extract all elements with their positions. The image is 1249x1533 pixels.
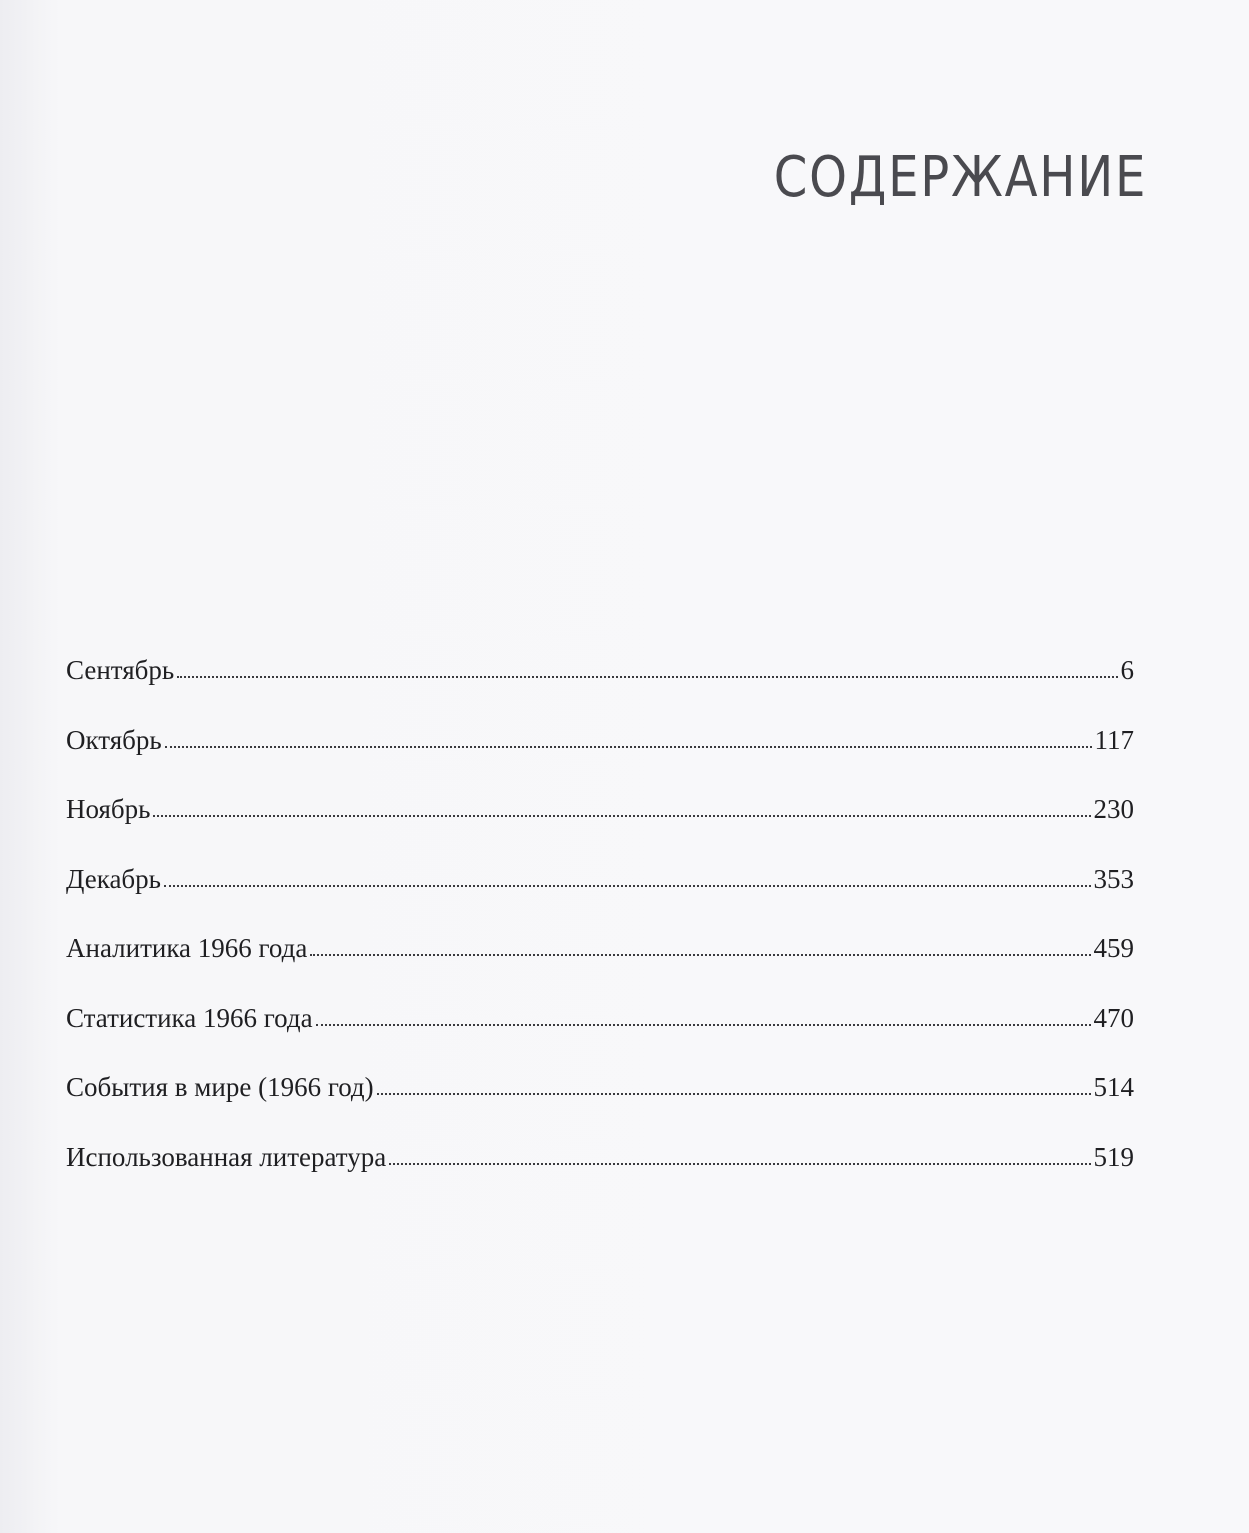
toc-entry-world-events xyxy=(66,1072,1134,1142)
toc-entry-label: Сентябрь xyxy=(66,655,175,685)
toc-entry-bibliography xyxy=(66,1142,1134,1212)
toc-entry-page-number: 117 xyxy=(1094,724,1134,755)
page-title: СОДЕРЖАНИЕ xyxy=(773,145,1147,210)
toc-entry-label: События в мире (1966 год) xyxy=(66,1072,374,1102)
toc-entry-december xyxy=(66,864,1134,934)
dot-leader xyxy=(389,1163,1090,1165)
dot-leader xyxy=(177,676,1117,678)
dot-leader xyxy=(316,1024,1091,1026)
toc-entry-page-number: 519 xyxy=(1093,1141,1134,1172)
dot-leader xyxy=(153,815,1090,817)
toc-entry-november xyxy=(66,794,1134,864)
dot-leader xyxy=(164,885,1091,887)
toc-entry-label: Использованная литература xyxy=(66,1141,387,1172)
toc-entry-analytics xyxy=(66,933,1134,1003)
toc-entry-label: Ноябрь xyxy=(66,794,151,824)
toc-entry-page-number: 6 xyxy=(1120,655,1134,685)
dot-leader xyxy=(377,1093,1091,1095)
toc-entry-statistics xyxy=(66,1003,1134,1073)
toc-entry-page-number: 230 xyxy=(1093,794,1134,824)
toc-entry-page-number: 353 xyxy=(1093,863,1134,894)
toc-entry-label: Октябрь xyxy=(66,724,162,755)
toc-entry-label: Статистика 1966 года xyxy=(66,1002,313,1033)
toc-entry-label: Аналитика 1966 года xyxy=(66,933,308,963)
dot-leader xyxy=(165,746,1092,748)
toc-entry-page-number: 514 xyxy=(1093,1072,1134,1102)
toc-entry-page-number: 470 xyxy=(1093,1002,1134,1033)
toc-entry-september xyxy=(66,655,1134,725)
toc-entry-october xyxy=(66,725,1134,795)
dot-leader xyxy=(310,954,1090,956)
table-of-contents xyxy=(66,655,1134,1211)
toc-entry-page-number: 459 xyxy=(1093,933,1134,963)
toc-entry-label: Декабрь xyxy=(66,863,161,894)
